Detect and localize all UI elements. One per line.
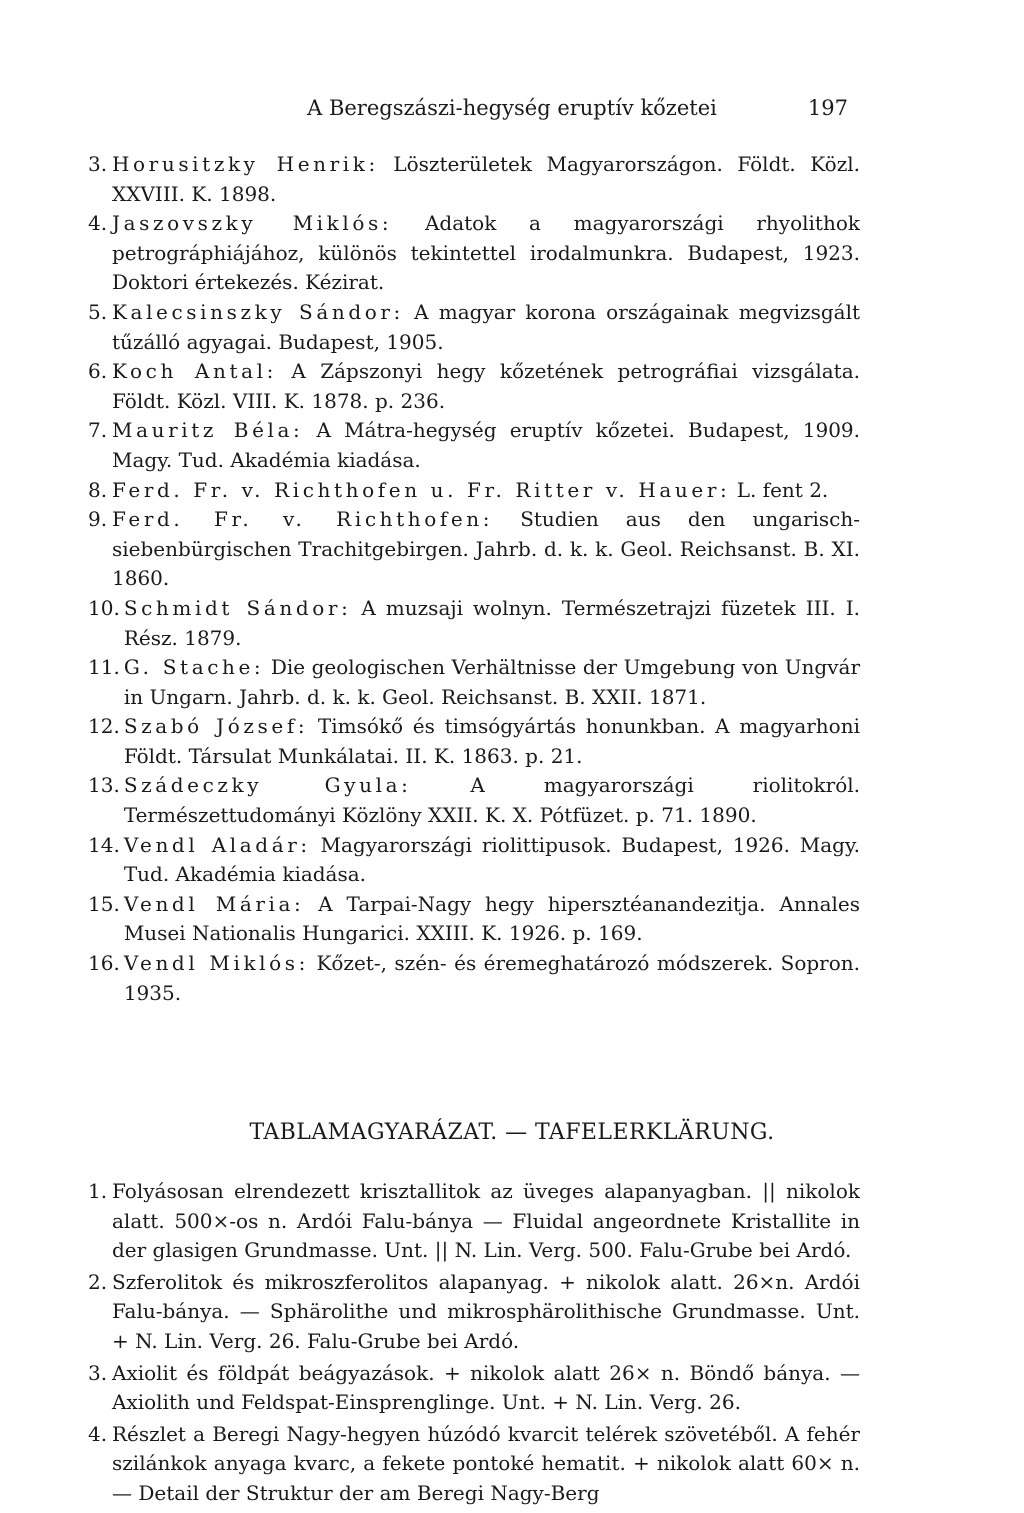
reference-item (88, 949, 860, 1008)
reference-number: 10. (88, 595, 120, 620)
reference-list (88, 150, 860, 1008)
reference-author: Ferd. Fr. v. Richthofen u. Fr. Ritter v. Hauer: (112, 477, 731, 502)
reference-number: 3. (88, 152, 108, 176)
plate-number: 2. (88, 1269, 108, 1294)
page-header (0, 96, 1024, 124)
reference-text: Magyarországi riolittipusok. Budapest, 1926. Magy. Tud. Akadémia kiadása. (123, 832, 860, 887)
plate-text: Részlet a Beregi Nagy-hegyen húzódó kvarcit telérek szövetéből. A fehér szilánkok anyaga kvarc, a fekete pontoké hematit. + nikolok alatt 60× n. — Detail der Struktur der am Beregi Nagy-Berg (112, 1421, 860, 1505)
reference-text: A Tarpai-Nagy hegy hipersztéanandezitja. Annales Musei Nationalis Hungarici. XXIII. K. 1926. p. 169. (123, 891, 861, 946)
reference-item (88, 890, 860, 949)
reference-number: 7. (88, 418, 108, 443)
reference-author: Horusitzky Henrik: (112, 152, 379, 176)
reference-text: Studien aus den ungarisch-siebenbürgischen Trachitgebirgen. Jahrb. d. k. k. Geol. Reichsanst. B. XI. 1860. (112, 507, 861, 591)
reference-item (88, 653, 860, 712)
reference-text: L. fent 2. (736, 477, 829, 502)
reference-number: 6. (88, 359, 108, 384)
plate-text: Szferolitok és mikroszferolitos alapanyag. + nikolok alatt. 26×n. Ardói Falu-bánya. — Sphärolithe und mikrosphärolithische Grundmasse. Unt. + N. Lin. Verg. 26. Falu-Grube bei Ardó. (112, 1269, 860, 1353)
plate-number: 3. (88, 1360, 108, 1385)
reference-number: 13. (88, 773, 120, 798)
reference-text: Adatok a magyarországi rhyolithok petrográphiájához, különös tekintettel irodalmunkra. Budapest, 1923. Doktori értekezés. Kézirat. (112, 211, 860, 295)
reference-text: A muzsaji wolnyn. Természetrajzi füzetek III. I. Rész. 1879. (123, 595, 860, 650)
reference-number: 8. (88, 477, 108, 502)
reference-author: Kalecsinszky Sándor: (112, 299, 404, 324)
running-title: A Beregszászi-hegység eruptív kőzetei (307, 96, 717, 120)
reference-author: Vendl Miklós: (123, 951, 310, 976)
reference-item (88, 209, 860, 298)
reference-item (88, 505, 860, 594)
plate-text: Axiolit és földpát beágyazások. + nikolok alatt 26× n. Böndő bánya. — Axiolith und Feldspat-Einsprenglinge. Unt. + N. Lin. Verg. 26. (112, 1360, 860, 1415)
reference-text: A magyarországi riolitokról. Természettudományi Közlöny XXII. K. X. Pótfüzet. p. 71. 1890. (123, 773, 860, 828)
plate-item (88, 1268, 860, 1357)
reference-number: 4. (88, 211, 108, 236)
reference-author: Ferd. Fr. v. Richthofen: (112, 507, 494, 532)
reference-number: 16. (88, 951, 120, 976)
reference-item (88, 150, 860, 209)
reference-item (88, 416, 860, 475)
reference-text: Kőzet-, szén- és éremeghatározó módszerek. Sopron. 1935. (123, 951, 860, 1005)
reference-text: Timsókő és timsógyártás honunkban. A magyarhoni Földt. Társulat Munkálatai. II. K. 1863. p. 21. (123, 714, 860, 768)
reference-item (88, 831, 860, 890)
reference-number: 9. (88, 507, 108, 532)
plate-number: 4. (88, 1421, 108, 1446)
reference-number: 5. (88, 299, 108, 324)
plate-item (88, 1359, 860, 1418)
reference-author: Szádeczky Gyula: (123, 773, 412, 798)
plates-heading: TABLAMAGYARÁZAT. — TAFELERKLÄRUNG. (249, 1120, 775, 1145)
plate-text: Folyásosan elrendezett krisztallitok az üveges alapanyagban. || nikolok alatt. 500×-os n. Ardói Falu-bánya — Fluidal angeordnete Kristallite in der glasigen Grundmasse. Unt. || N. Lin. Verg. 500. Falu-Grube bei Ardó. (112, 1179, 860, 1263)
plate-explanations (88, 1177, 860, 1511)
reference-author: Szabó József: (123, 714, 309, 739)
reference-text: A Mátra-hegység eruptív kőzetei. Budapest, 1909. Magy. Tud. Akadémia kiadása. (112, 418, 861, 472)
reference-author: Mauritz Béla: (112, 418, 304, 443)
plate-item (88, 1177, 860, 1266)
reference-text: A magyar korona országainak megvizsgált tűzálló agyagai. Budapest, 1905. (112, 299, 860, 354)
reference-text: Löszterületek Magyarországon. Földt. Közl. XXVIII. K. 1898. (112, 152, 860, 206)
reference-number: 11. (88, 655, 120, 680)
reference-item (88, 712, 860, 771)
reference-author: Koch Antal: (112, 359, 277, 384)
reference-item (88, 357, 860, 416)
reference-author: Vendl Aladár: (123, 832, 311, 857)
reference-author: Schmidt Sándor: (123, 595, 352, 620)
reference-text: Die geologischen Verhältnisse der Umgebung von Ungvár in Ungarn. Jahrb. d. k. k. Geol. Reichsanst. B. XXII. 1871. (123, 655, 861, 709)
reference-item (88, 771, 860, 830)
reference-author: Jaszovszky Miklós: (112, 211, 393, 236)
reference-item (88, 298, 860, 357)
reference-item (88, 476, 860, 506)
reference-author: G. Stache: (123, 655, 265, 680)
reference-number: 15. (88, 891, 120, 916)
page-number: 197 (807, 96, 848, 120)
reference-number: 12. (88, 714, 120, 739)
reference-text: A Zápszonyi hegy kőzetének petrográfiai vizsgálata. Földt. Közl. VIII. K. 1878. p. 236. (112, 359, 861, 413)
plate-item (88, 1420, 860, 1509)
plate-number: 1. (88, 1179, 108, 1203)
reference-author: Vendl Mária: (123, 891, 305, 916)
reference-number: 14. (88, 832, 120, 857)
reference-item (88, 594, 860, 653)
